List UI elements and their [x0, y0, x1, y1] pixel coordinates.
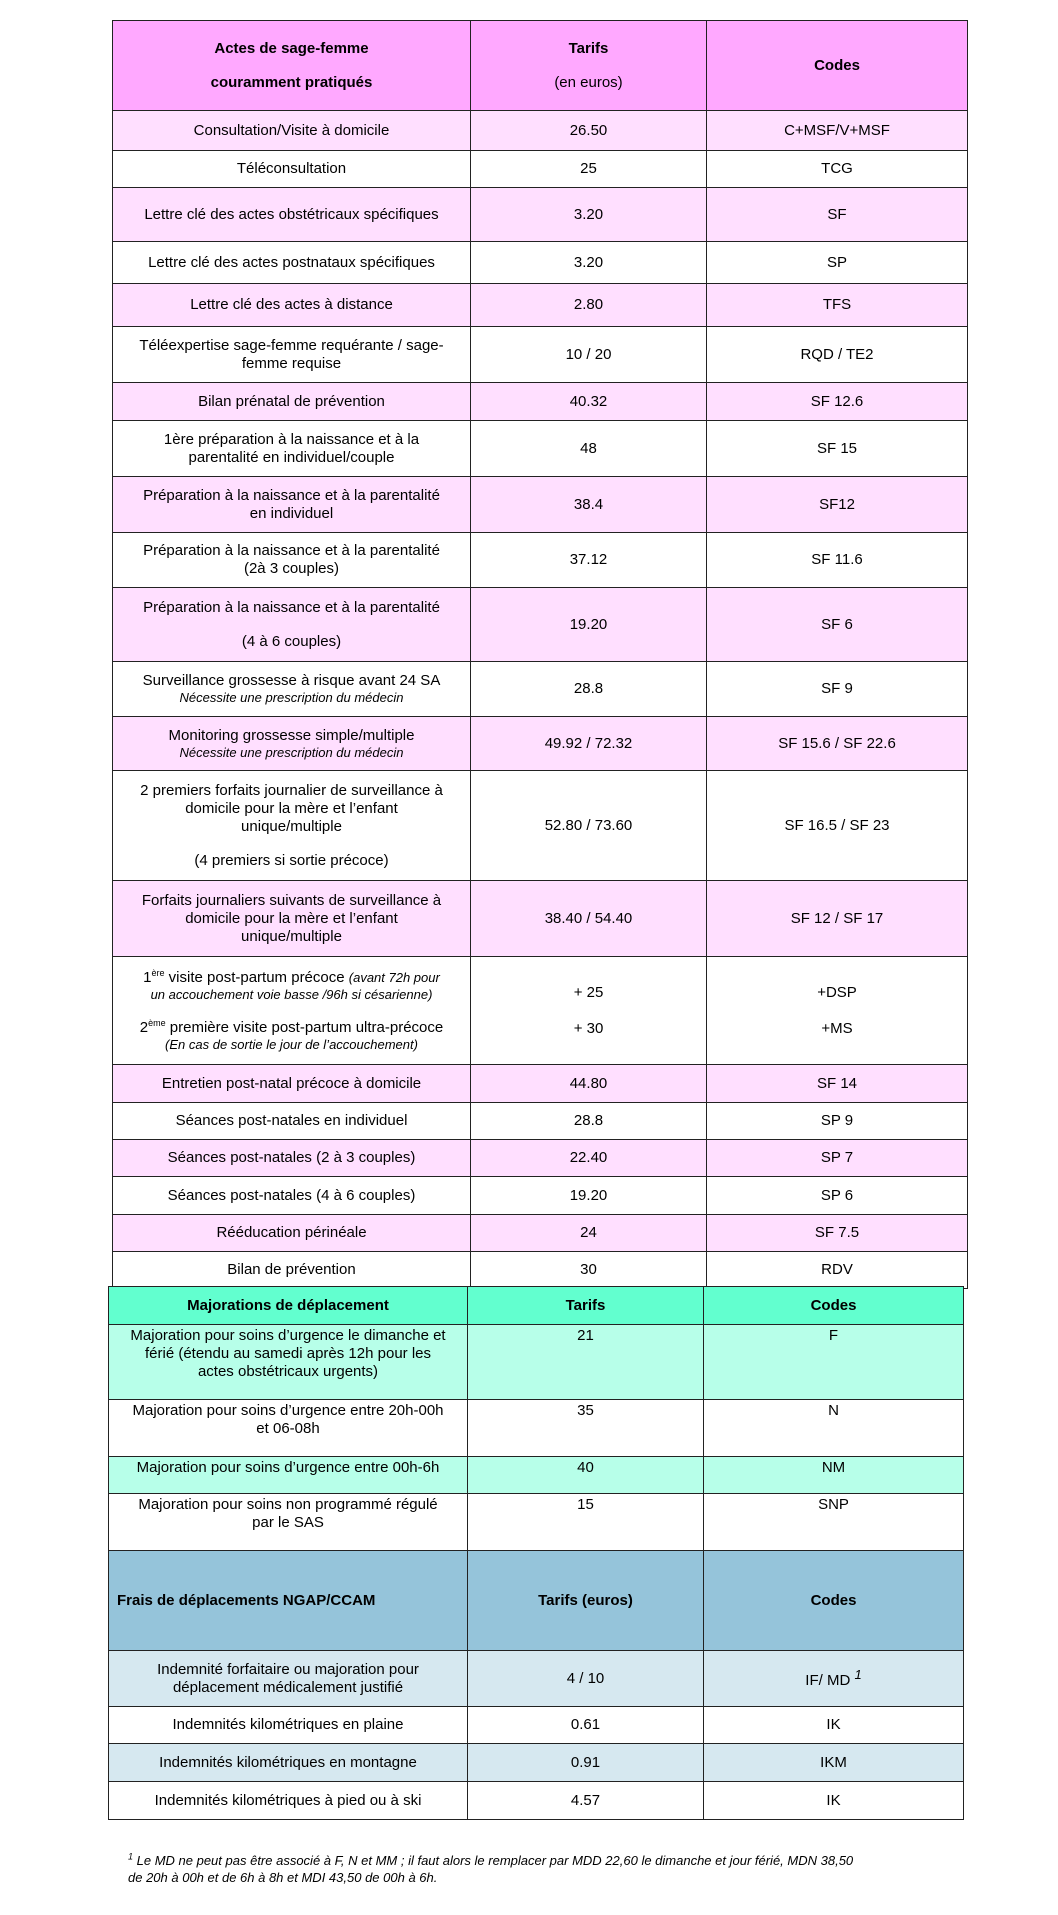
- table-row: [113, 1140, 968, 1177]
- code-cell: TFS: [707, 284, 968, 327]
- act-cell: Préparation à la naissance et à la parentalité (2à 3 couples): [113, 533, 471, 588]
- label-cell: Majoration pour soins d’urgence le dimanche et férié (étendu au samedi après 12h pour les actes obstétricaux urgents): [109, 1325, 468, 1400]
- table-row: [113, 151, 968, 188]
- table-row: [113, 1215, 968, 1252]
- code-cell: SF 14: [707, 1065, 968, 1103]
- code-cell: SP 7: [707, 1140, 968, 1177]
- table-row: [113, 242, 968, 284]
- header-acts: Actes de sage-femme couramment pratiqués: [113, 21, 471, 111]
- act-cell: Téléexpertise sage-femme requérante / sage- femme requise: [113, 327, 471, 383]
- code-cell: SF12: [707, 477, 968, 533]
- act-cell: Surveillance grossesse à risque avant 24 SA Nécessite une prescription du médecin: [113, 662, 471, 717]
- act-cell: 2 premiers forfaits journalier de surveillance à domicile pour la mère et l’enfant unique/multiple (4 premiers si sortie précoce): [113, 771, 471, 881]
- table-row: [113, 717, 968, 771]
- act-cell: Séances post-natales (2 à 3 couples): [113, 1140, 471, 1177]
- tarif-cell: 19.20: [471, 1177, 707, 1215]
- tarif-cell: 38.4: [471, 477, 707, 533]
- act-cell: Séances post-natales en individuel: [113, 1103, 471, 1140]
- table-row: [109, 1325, 964, 1400]
- tarif-cell: 22.40: [471, 1140, 707, 1177]
- code-cell: SF 6: [707, 588, 968, 662]
- act-cell: Bilan de prévention: [113, 1252, 471, 1289]
- code-cell: SF 15.6 / SF 22.6: [707, 717, 968, 771]
- act-cell: Monitoring grossesse simple/multiple Nécessite une prescription du médecin: [113, 717, 471, 771]
- tarif-cell: 4 / 10: [468, 1651, 704, 1707]
- table-header-row: [109, 1551, 964, 1651]
- label-cell: Indemnités kilométriques à pied ou à ski: [109, 1782, 468, 1820]
- code-cell: SP 9: [707, 1103, 968, 1140]
- table-row: [113, 188, 968, 242]
- travel-fees-table: [108, 1550, 964, 1820]
- act-cell: Forfaits journaliers suivants de surveillance à domicile pour la mère et l’enfant unique/multiple: [113, 881, 471, 957]
- tarif-cell: 37.12: [471, 533, 707, 588]
- code-cell: SF 16.5 / SF 23: [707, 771, 968, 881]
- table-row: [109, 1782, 964, 1820]
- tarif-cell: 0.91: [468, 1744, 704, 1782]
- code-cell: SF 9: [707, 662, 968, 717]
- tarif-cell: 10 / 20: [471, 327, 707, 383]
- tarif-cell: 38.40 / 54.40: [471, 881, 707, 957]
- tarif-cell: 0.61: [468, 1707, 704, 1744]
- tarif-cell: 28.8: [471, 1103, 707, 1140]
- table-row: [113, 957, 968, 1065]
- header-tarifs: Tarifs (en euros): [471, 21, 707, 111]
- tarif-cell: 15: [468, 1494, 704, 1551]
- tarif-cell: + 25 + 30: [471, 957, 707, 1065]
- act-cell: Consultation/Visite à domicile: [113, 111, 471, 151]
- code-cell: SF 7.5: [707, 1215, 968, 1252]
- act-cell: Entretien post-natal précoce à domicile: [113, 1065, 471, 1103]
- footnote: $^1$ Le MD ne peut pas être associé à F, N et MM ; il faut alors le remplacer par MDD 22,60 le dimanche et jour férié, MDN 38,50 de 20h à 00h et de 6h à 8h et MDI 43,50 de 00h à 6h.: [128, 1851, 854, 1885]
- table-row: [113, 588, 968, 662]
- header-codes: Codes: [707, 21, 968, 111]
- code-cell: IK: [704, 1707, 964, 1744]
- act-cell: Préparation à la naissance et à la parentalité (4 à 6 couples): [113, 588, 471, 662]
- tarif-cell: 44.80: [471, 1065, 707, 1103]
- tarif-cell: 26.50: [471, 111, 707, 151]
- code-cell: IF/ MD $^1$: [704, 1651, 964, 1707]
- table-row: [113, 1103, 968, 1140]
- tarif-cell: 2.80: [471, 284, 707, 327]
- tarif-cell: 28.8: [471, 662, 707, 717]
- code-cell: SP 6: [707, 1177, 968, 1215]
- header-label: Frais de déplacements NGAP/CCAM: [109, 1551, 468, 1651]
- table-row: [109, 1744, 964, 1782]
- table-row: [113, 1065, 968, 1103]
- tarif-cell: 40: [468, 1457, 704, 1494]
- label-cell: Indemnité forfaitaire ou majoration pour déplacement médicalement justifié: [109, 1651, 468, 1707]
- tarif-cell: 3.20: [471, 188, 707, 242]
- table-row: [113, 1252, 968, 1289]
- table-row: [113, 383, 968, 421]
- code-cell: C+MSF/V+MSF: [707, 111, 968, 151]
- tarif-cell: 19.20: [471, 588, 707, 662]
- table-row: [113, 477, 968, 533]
- tarif-cell: 40.32: [471, 383, 707, 421]
- table-row: [113, 771, 968, 881]
- act-cell: Téléconsultation: [113, 151, 471, 188]
- footnote-marker: 1: [854, 1667, 862, 1682]
- table-row: [109, 1400, 964, 1457]
- act-cell: Lettre clé des actes obstétricaux spécifiques: [113, 188, 471, 242]
- code-cell: RQD / TE2: [707, 327, 968, 383]
- code-cell: IKM: [704, 1744, 964, 1782]
- code-cell: +DSP +MS: [707, 957, 968, 1065]
- code-cell: F: [704, 1325, 964, 1400]
- header-label: Majorations de déplacement: [109, 1287, 468, 1325]
- label-cell: Majoration pour soins d’urgence entre 20h-00h et 06-08h: [109, 1400, 468, 1457]
- act-cell: Préparation à la naissance et à la parentalité en individuel: [113, 477, 471, 533]
- code-cell: IK: [704, 1782, 964, 1820]
- tarif-cell: 49.92 / 72.32: [471, 717, 707, 771]
- table-row: [113, 533, 968, 588]
- table-row: [109, 1707, 964, 1744]
- code-cell: SP: [707, 242, 968, 284]
- header-codes: Codes: [704, 1287, 964, 1325]
- travel-surcharges-table: [108, 1286, 964, 1551]
- tarif-cell: 25: [471, 151, 707, 188]
- table-row: [113, 284, 968, 327]
- tarif-cell: 35: [468, 1400, 704, 1457]
- act-cell: 1ère préparation à la naissance et à la parentalité en individuel/couple: [113, 421, 471, 477]
- table-header-row: [113, 21, 968, 111]
- table-row: [109, 1494, 964, 1551]
- act-cell: 1ère visite post-partum précoce (avant 72h pour un accouchement voie basse /96h si césarienne) 2ème première visite post-partum ultra-précoce (En cas de sortie le jour de l’accouchement): [113, 957, 471, 1065]
- tarif-cell: 3.20: [471, 242, 707, 284]
- table-row: [113, 327, 968, 383]
- act-cell: Bilan prénatal de prévention: [113, 383, 471, 421]
- label-cell: Indemnités kilométriques en plaine: [109, 1707, 468, 1744]
- table-header-row: [109, 1287, 964, 1325]
- table-row: [113, 881, 968, 957]
- midwife-acts-table: [112, 20, 968, 1289]
- table-row: [113, 662, 968, 717]
- code-cell: TCG: [707, 151, 968, 188]
- act-cell: Rééducation périnéale: [113, 1215, 471, 1252]
- label-cell: Indemnités kilométriques en montagne: [109, 1744, 468, 1782]
- table-row: [113, 421, 968, 477]
- code-cell: SF: [707, 188, 968, 242]
- table-row: [113, 1177, 968, 1215]
- tarif-cell: 30: [471, 1252, 707, 1289]
- code-cell: RDV: [707, 1252, 968, 1289]
- code-cell: SF 12 / SF 17: [707, 881, 968, 957]
- header-tarifs: Tarifs (euros): [468, 1551, 704, 1651]
- act-cell: Séances post-natales (4 à 6 couples): [113, 1177, 471, 1215]
- prescription-note: Nécessite une prescription du médecin: [179, 744, 404, 760]
- code-cell: NM: [704, 1457, 964, 1494]
- header-codes: Codes: [704, 1551, 964, 1651]
- act-cell: Lettre clé des actes à distance: [113, 284, 471, 327]
- act-cell: Lettre clé des actes postnataux spécifiques: [113, 242, 471, 284]
- code-cell: SF 15: [707, 421, 968, 477]
- code-cell: SF 11.6: [707, 533, 968, 588]
- footnote-number: 1: [128, 1851, 134, 1862]
- tarif-cell: 48: [471, 421, 707, 477]
- tarif-cell: 24: [471, 1215, 707, 1252]
- header-tarifs: Tarifs: [468, 1287, 704, 1325]
- prescription-note: Nécessite une prescription du médecin: [179, 690, 404, 705]
- label-cell: Majoration pour soins non programmé régulé par le SAS: [109, 1494, 468, 1551]
- tarif-cell: 4.57: [468, 1782, 704, 1820]
- tarif-cell: 21: [468, 1325, 704, 1400]
- tarif-cell: 52.80 / 73.60: [471, 771, 707, 881]
- table-row: [109, 1651, 964, 1707]
- table-row: [113, 111, 968, 151]
- label-cell: Majoration pour soins d’urgence entre 00h-6h: [109, 1457, 468, 1494]
- code-cell: SNP: [704, 1494, 964, 1551]
- table-row: [109, 1457, 964, 1494]
- code-cell: N: [704, 1400, 964, 1457]
- code-cell: SF 12.6: [707, 383, 968, 421]
